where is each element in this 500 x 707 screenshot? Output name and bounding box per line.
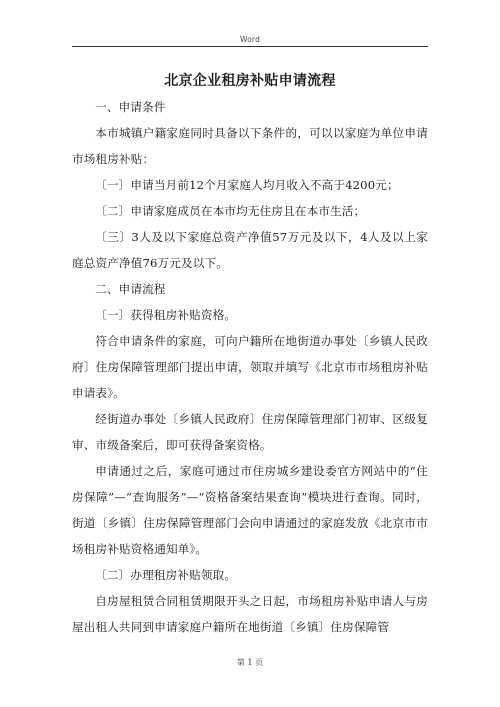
section-heading-process: 二、申请流程 <box>95 282 166 296</box>
app-label: Word <box>239 35 261 44</box>
process-step-2-heading: 〔二〕办理租房补贴领取。 <box>95 568 237 582</box>
condition-item-1: 〔一〕申请当月前12个月家庭人均月收入不高于4200元； <box>95 178 399 192</box>
document-body <box>72 60 428 640</box>
document-title: 北京企业租房补贴申请流程 <box>164 73 336 89</box>
paragraph-apply: 符合申请条件的家庭，可向户籍所在地街道办事处〔乡镇人民政府〕住房保障管理部门提出申请，领取并填写《北京市市场租房补贴申请表》。 <box>72 334 428 400</box>
condition-item-2: 〔二〕申请家庭成员在本市均无住房且在本市生活； <box>95 204 366 218</box>
page-header <box>0 0 500 48</box>
page-number: 第 1 页 <box>236 658 264 667</box>
paragraph-review: 经街道办事处〔乡镇人民政府〕住房保障管理部门初审、区级复审、市级备案后，即可获得备案资格。 <box>72 412 428 452</box>
header-divider <box>72 46 428 47</box>
paragraph-collect: 自房屋租赁合同租赁期限开头之日起，市场租房补贴申请人与房屋出租人共同到申请家庭户籍所在地街道〔乡镇〕住房保障管 <box>72 594 428 634</box>
section-heading-conditions: 一、申请条件 <box>95 100 166 114</box>
condition-item-3: 〔三〕3人及以下家庭总资产净值57万元及以下，4人及以上家庭总资产净值76万元及以下。 <box>72 230 428 270</box>
paragraph-intro: 本市城镇户籍家庭同时具备以下条件的，可以以家庭为单位申请市场租房补贴： <box>72 126 428 166</box>
paragraph-query: 申请通过之后，家庭可通过市住房城乡建设委官方网站中的“住房保障”—“查询服务”—“资格备案结果查询”模块进行查询。同时，街道〔乡镇〕住房保障管理部门会向申请通过的家庭发放《北京市市场租房补贴资格通知单》。 <box>72 464 428 556</box>
process-step-1-heading: 〔一〕获得租房补贴资格。 <box>95 308 237 322</box>
